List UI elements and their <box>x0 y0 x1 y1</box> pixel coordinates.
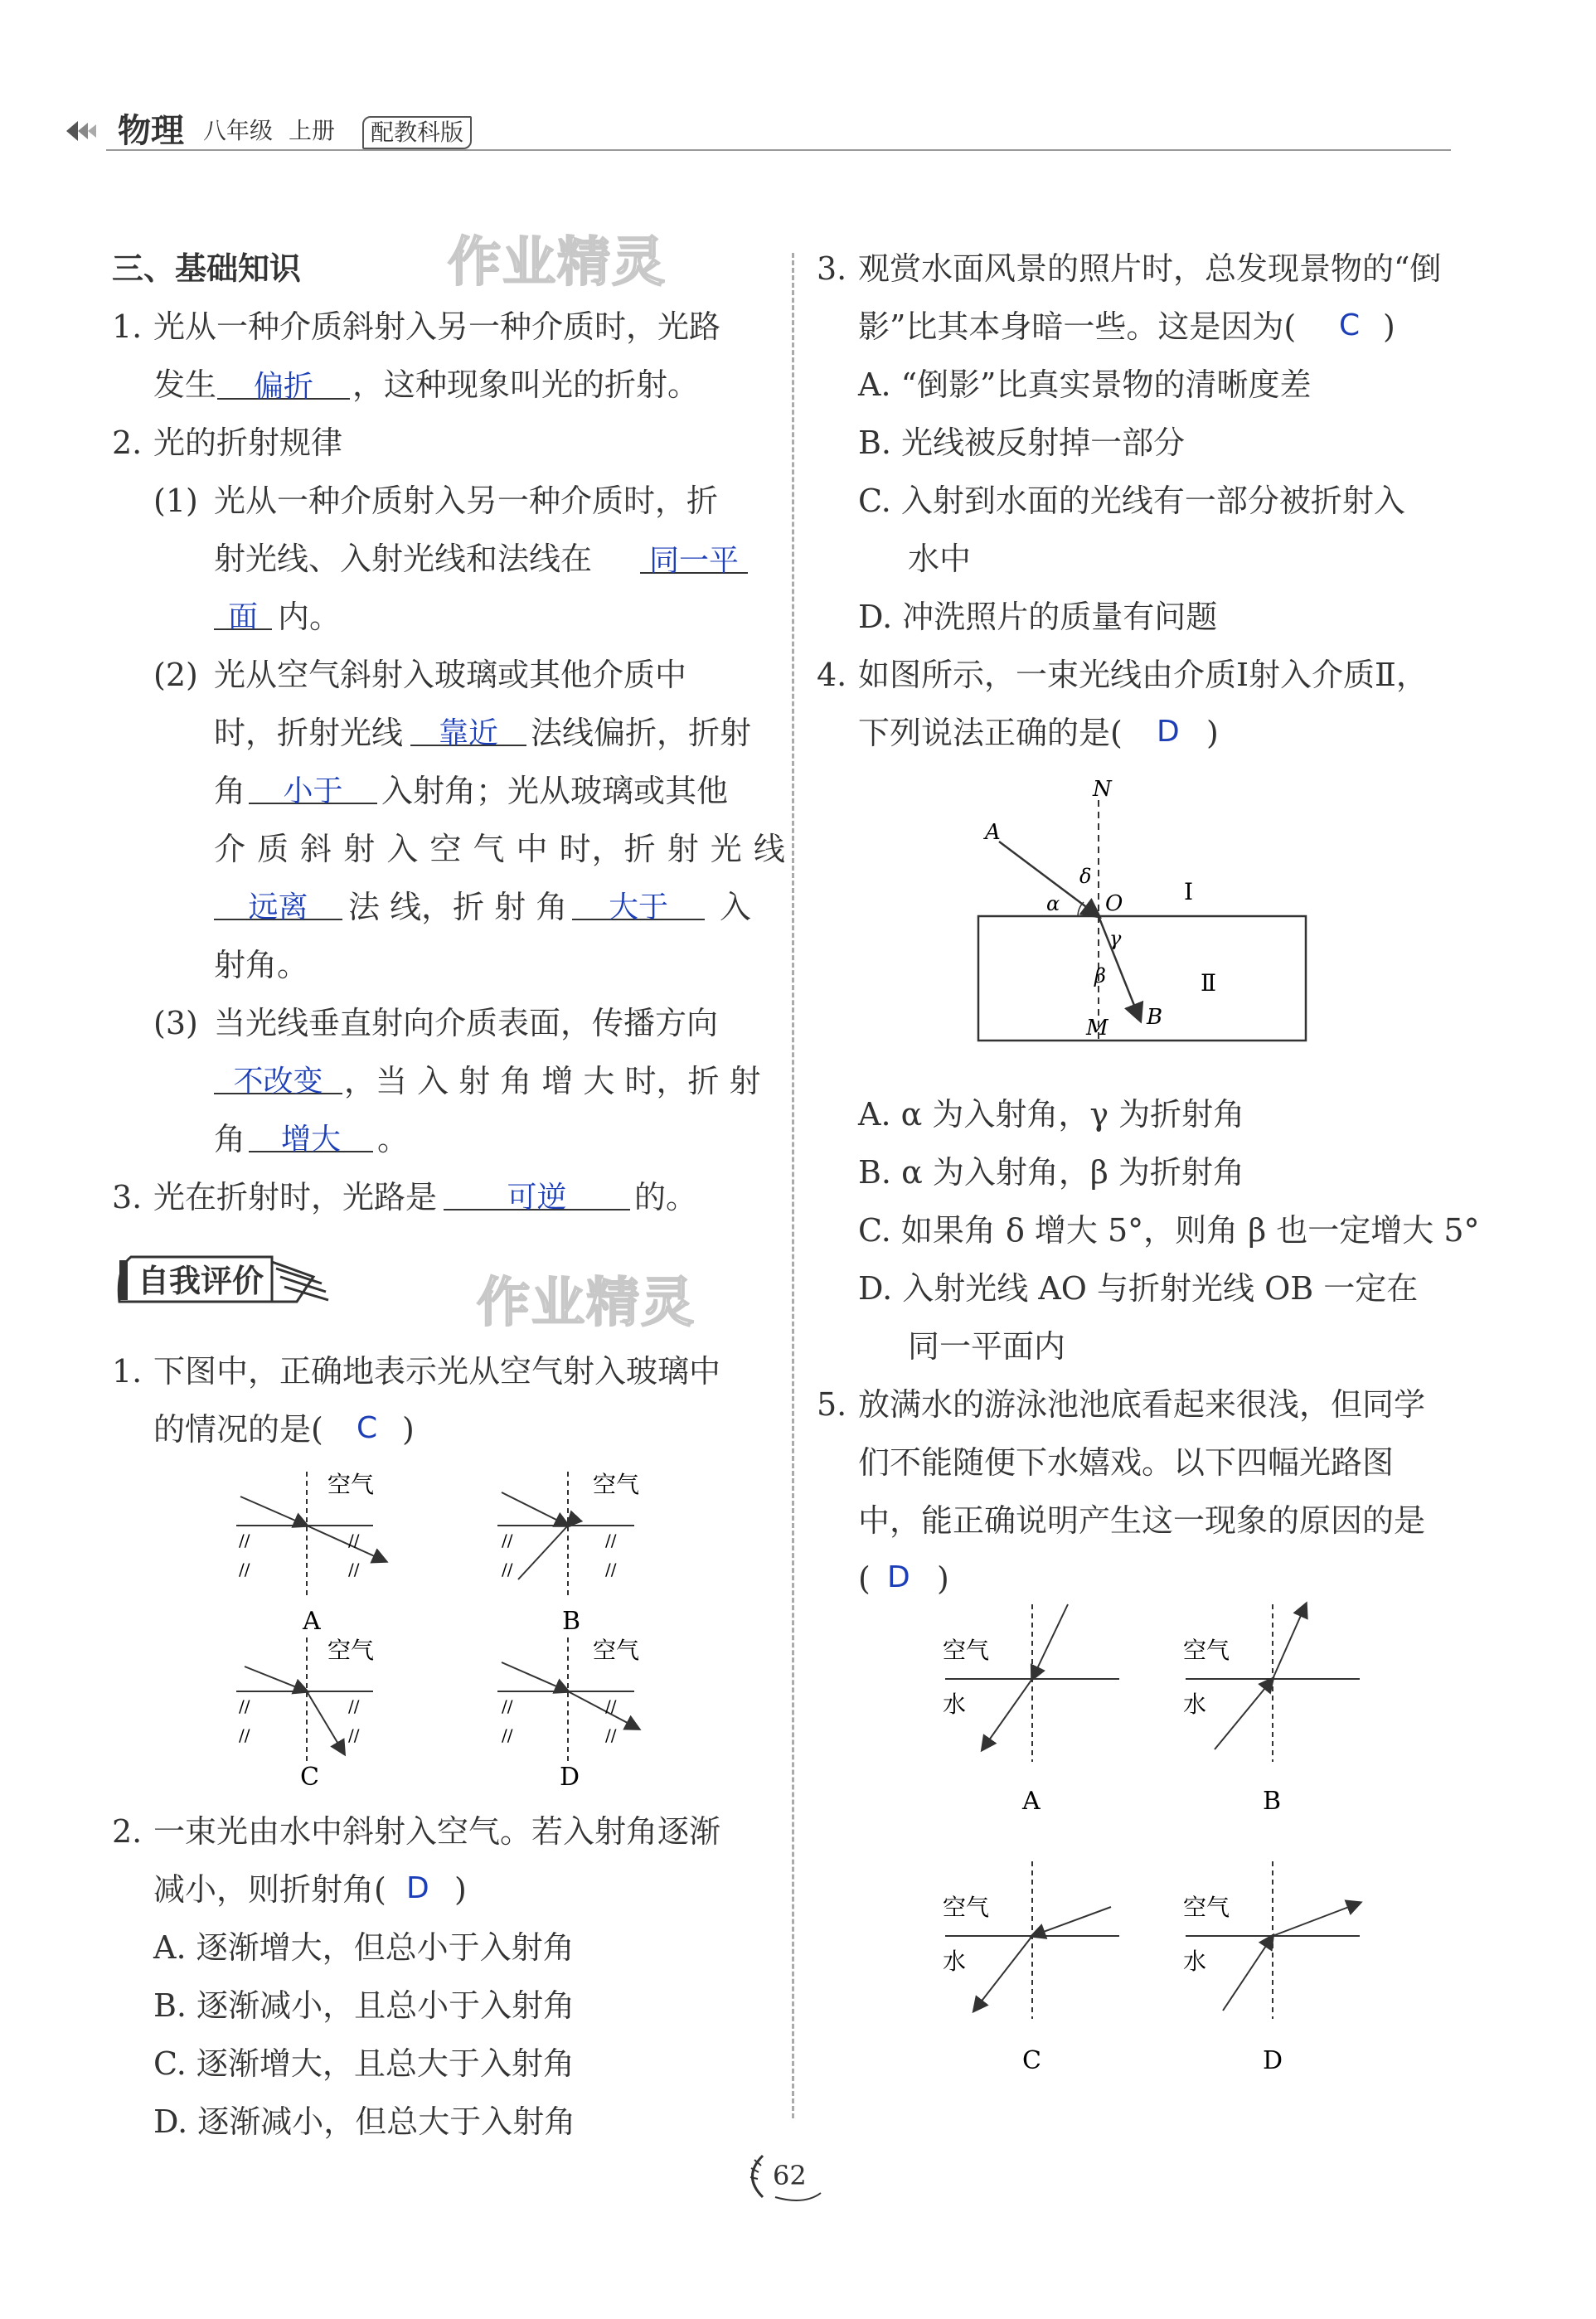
s2-q3-line2: 影”比其本身暗一些。这是因为( <box>858 308 1297 345</box>
s1-q2-p2-l5mid: 法 线，折 射 角 <box>348 889 568 925</box>
s2-q5-figures <box>929 1592 1393 2106</box>
svg-text:O: O <box>1105 891 1123 916</box>
s1-q2-p2-l5post: 入 <box>720 889 752 925</box>
svg-text://: // <box>502 1560 513 1579</box>
svg-text://: // <box>239 1696 250 1716</box>
s1-q2-p1-num: (1) <box>153 483 198 519</box>
svg-text:N: N <box>1093 779 1112 802</box>
s1-q2-p1-line1: 光从一种介质射入另一种介质时，折 <box>214 483 719 519</box>
s1-q1-post: ，这种现象叫光的折射。 <box>352 366 700 403</box>
svg-text:M: M <box>1086 1016 1108 1041</box>
section2-title: 自我评价 <box>138 1263 264 1299</box>
s2-q5-line2: 们不能随便下水嬉戏。以下四幅光路图 <box>858 1444 1395 1481</box>
svg-text:空气: 空气 <box>1183 1894 1230 1921</box>
s1-q2-p1-answer-b: 面 <box>227 600 258 634</box>
s1-q2-p2-answer1: 靠近 <box>438 716 498 750</box>
s1-q2-p2-l2pre: 时，折射光线 <box>214 715 404 751</box>
s2-q3-option-d: D. 冲洗照片的质量有问题 <box>858 599 1218 635</box>
s2-q3-option-c-cont: 水中 <box>908 541 972 577</box>
svg-text:空气: 空气 <box>593 1637 640 1664</box>
svg-text:β: β <box>1094 964 1106 987</box>
s1-q2-p2-answer3: 远离 <box>248 890 308 924</box>
s1-q1-answer: 偏折 <box>253 370 313 404</box>
s1-q2-p2-line4: 介 质 斜 射 入 空 气 中 时，折 射 光 线 <box>214 831 786 867</box>
s1-q2-p3-l3pre: 角 <box>214 1121 246 1157</box>
s2-q2-close: ) <box>454 1871 467 1908</box>
s2-q5-fig-c <box>943 1861 1119 2075</box>
s1-q3-post: 的。 <box>634 1179 698 1215</box>
s1-q2-p1-post: 内。 <box>278 599 342 635</box>
s2-q5-open: ( <box>858 1560 871 1597</box>
svg-text:A: A <box>985 820 1001 845</box>
s2-q2-answer: D <box>406 1871 429 1905</box>
header-edition: 配教科版 <box>362 116 472 149</box>
svg-text:Ⅱ: Ⅱ <box>1201 969 1217 997</box>
s2-q5-fig-b <box>1183 1604 1360 1816</box>
s1-q2-p3-l3post: 。 <box>377 1121 410 1157</box>
s1-q2-num: 2. <box>112 425 143 461</box>
s1-q2-title: 光的折射规律 <box>153 425 343 461</box>
s2-q1-answer: C <box>357 1411 378 1445</box>
svg-text://: // <box>239 1531 250 1550</box>
s2-q3-option-c: C. 入射到水面的光线有一部分被折射入 <box>858 483 1405 519</box>
s2-q4-option-d-cont: 同一平面内 <box>908 1328 1066 1365</box>
s1-q3-blank <box>444 1176 630 1215</box>
s2-q3-line1: 观赏水面风景的照片时，总发现景物的“倒 <box>858 250 1442 287</box>
svg-text:水: 水 <box>1183 1691 1207 1718</box>
svg-text:δ: δ <box>1079 865 1092 888</box>
svg-text://: // <box>502 1531 513 1550</box>
s2-q4-num: 4. <box>817 657 847 693</box>
svg-text:空气: 空气 <box>943 1894 990 1921</box>
s1-q3-answer: 可逆 <box>507 1181 567 1215</box>
s2-q5-label-b: B <box>1263 1787 1282 1816</box>
s2-q5-line1: 放满水的游泳池池底看起来很浅，但同学 <box>858 1386 1426 1423</box>
svg-text:水: 水 <box>943 1948 967 1975</box>
s2-q1-fig-a <box>236 1471 386 1636</box>
s1-q2-p1-answer-a: 同一平 <box>648 544 739 578</box>
s2-q4-option-b: B. α 为入射角，β 为折射角 <box>858 1154 1244 1191</box>
s2-q5-label-a: A <box>1022 1787 1041 1816</box>
watermark-2: 作业精灵 <box>477 1273 696 1334</box>
s2-q4-close: ) <box>1206 715 1219 751</box>
s2-q3-num: 3. <box>817 250 847 287</box>
s2-q3-option-b: B. 光线被反射掉一部分 <box>858 425 1186 461</box>
header-rule <box>106 149 1451 151</box>
s1-q2-p3-num: (3) <box>153 1005 198 1041</box>
s1-q2-p2-l3post: 入射角；光从玻璃或其他 <box>381 773 729 809</box>
s2-q5-label-d: D <box>1263 2046 1283 2075</box>
svg-text://: // <box>605 1560 617 1579</box>
s2-q1-fig-c <box>236 1637 374 1787</box>
svg-text://: // <box>605 1531 617 1550</box>
section1-title: 三、基础知识 <box>112 250 302 287</box>
s2-q3-close: ) <box>1383 308 1395 345</box>
svg-text:空气: 空气 <box>943 1637 990 1664</box>
s2-q1-label-b: B <box>562 1607 581 1636</box>
s1-q2-p3-l2post: ，当 入 射 角 增 大 时，折 射 <box>344 1063 761 1099</box>
s2-q1-label-d: D <box>560 1763 580 1787</box>
s1-q2-p2-blank4 <box>572 885 705 924</box>
svg-text:γ: γ <box>1109 927 1122 950</box>
column-divider <box>792 253 794 2118</box>
s2-q5-fig-a <box>943 1604 1119 1816</box>
s1-q2-p1-blank-a <box>640 539 748 578</box>
s1-q2-p2-l2post: 法线偏折，折射 <box>531 715 752 751</box>
header-volume: 上册 <box>289 117 336 144</box>
header-arrows-icon <box>66 114 106 148</box>
header-subject: 物理 <box>118 112 184 150</box>
svg-text:空气: 空气 <box>327 1637 375 1664</box>
svg-text:B: B <box>1147 1005 1163 1030</box>
s2-q5-line3: 中，能正确说明产生这一现象的原因的是 <box>858 1502 1426 1539</box>
watermark-1: 作业精灵 <box>448 232 667 294</box>
s1-q3-num: 3. <box>112 1179 143 1215</box>
s1-q2-p3-blank2 <box>249 1118 373 1157</box>
s2-q4-option-a: A. α 为入射角，γ 为折射角 <box>858 1096 1245 1133</box>
s1-q2-p3-line1: 当光线垂直射向介质表面，传播方向 <box>214 1005 719 1041</box>
svg-text:Ⅰ: Ⅰ <box>1184 878 1194 905</box>
s2-q5-label-c: C <box>1022 2046 1041 2075</box>
header-grade: 八年级 <box>203 117 274 144</box>
s1-q1-blank <box>217 365 350 404</box>
svg-text:水: 水 <box>1183 1948 1207 1975</box>
s2-q1-fig-d <box>497 1637 639 1787</box>
s1-q2-p1-line2: 射光线、入射光线和法线在 <box>214 541 593 577</box>
s1-q2-p2-answer4: 大于 <box>608 890 668 924</box>
s2-q1-label-a: A <box>303 1607 321 1636</box>
s2-q4-option-d: D. 入射光线 AO 与折射光线 OB 一定在 <box>858 1270 1419 1307</box>
s2-q2-option-a: A. 逐渐增大，但总小于入射角 <box>153 1929 575 1966</box>
svg-text://: // <box>502 1725 513 1745</box>
s2-q2-option-b: B. 逐渐减小，且总小于入射角 <box>153 1987 575 2024</box>
s1-q1-line1: 光从一种介质斜射入另一种介质时，光路 <box>153 308 721 345</box>
svg-text:空气: 空气 <box>1183 1637 1230 1664</box>
s1-q2-p3-answer1: 不改变 <box>233 1065 323 1099</box>
svg-text://: // <box>348 1560 360 1579</box>
s1-q2-p2-num: (2) <box>153 657 198 693</box>
s2-q3-answer: C <box>1339 308 1361 342</box>
svg-text://: // <box>502 1696 513 1716</box>
svg-text://: // <box>348 1531 360 1550</box>
s2-q2-num: 2. <box>112 1813 143 1850</box>
s1-q1-num: 1. <box>112 308 143 345</box>
s1-q2-p3-blank1 <box>214 1060 342 1099</box>
svg-text://: // <box>348 1696 360 1716</box>
s2-q2-option-c: C. 逐渐增大，且总大于入射角 <box>153 2045 575 2082</box>
s2-q5-fig-d <box>1183 1861 1360 2075</box>
s2-q2-line1: 一束光由水中斜射入空气。若入射角逐渐 <box>153 1813 721 1850</box>
s1-q2-p2-line6: 射角。 <box>214 947 309 983</box>
s2-q2-line2: 减小，则折射角( <box>153 1871 386 1908</box>
s2-q4-line2: 下列说法正确的是( <box>858 715 1123 751</box>
s2-q1-line1: 下图中，正确地表示光从空气射入玻璃中 <box>153 1353 721 1390</box>
s1-q2-p2-l3pre: 角 <box>214 773 246 809</box>
s1-q2-p3-answer2: 增大 <box>280 1123 341 1157</box>
s1-q3-pre: 光在折射时，光路是 <box>153 1179 438 1215</box>
svg-text:空气: 空气 <box>327 1471 375 1498</box>
svg-text:空气: 空气 <box>593 1471 640 1498</box>
s2-q1-fig-b <box>497 1471 639 1636</box>
s2-q5-answer: D <box>887 1560 910 1594</box>
s2-q4-figure <box>970 779 1318 1053</box>
s1-q2-p1-blank-b <box>214 595 272 634</box>
s1-q2-p2-blank1 <box>410 711 526 750</box>
page-footer <box>738 2147 837 2205</box>
s2-q4-answer: D <box>1157 715 1180 749</box>
svg-text:α: α <box>1046 892 1060 915</box>
s2-q4-option-c: C. 如果角 δ 增大 5°，则角 β 也一定增大 5° <box>858 1212 1480 1249</box>
svg-text://: // <box>605 1696 617 1716</box>
svg-text://: // <box>239 1725 250 1745</box>
s2-q3-option-a: A. “倒影”比真实景物的清晰度差 <box>858 366 1312 403</box>
s1-q2-p2-blank2 <box>249 769 377 808</box>
s2-q1-num: 1. <box>112 1353 143 1390</box>
s2-q5-num: 5. <box>817 1386 847 1423</box>
s1-q2-p2-blank3 <box>214 885 342 924</box>
svg-text://: // <box>239 1560 250 1579</box>
s2-q2-option-d: D. 逐渐减小，但总大于入射角 <box>153 2103 576 2140</box>
page-number: 62 <box>773 2160 807 2191</box>
s2-q4-line1: 如图所示，一束光线由介质Ⅰ射入介质Ⅱ， <box>858 657 1428 693</box>
svg-text://: // <box>605 1725 617 1745</box>
s1-q2-p2-answer2: 小于 <box>283 774 343 808</box>
section2-badge <box>114 1252 347 1310</box>
s2-q1-close: ) <box>402 1411 415 1448</box>
s1-q1-pre: 发生 <box>153 366 217 403</box>
s2-q1-label-c: C <box>300 1763 319 1787</box>
s2-q1-figures <box>224 1463 655 1787</box>
s2-q1-line2: 的情况的是( <box>153 1411 323 1448</box>
svg-text://: // <box>348 1725 360 1745</box>
s2-q5-close: ) <box>937 1560 949 1597</box>
s1-q2-p2-line1: 光从空气斜射入玻璃或其他介质中 <box>214 657 687 693</box>
svg-text:水: 水 <box>943 1691 967 1718</box>
